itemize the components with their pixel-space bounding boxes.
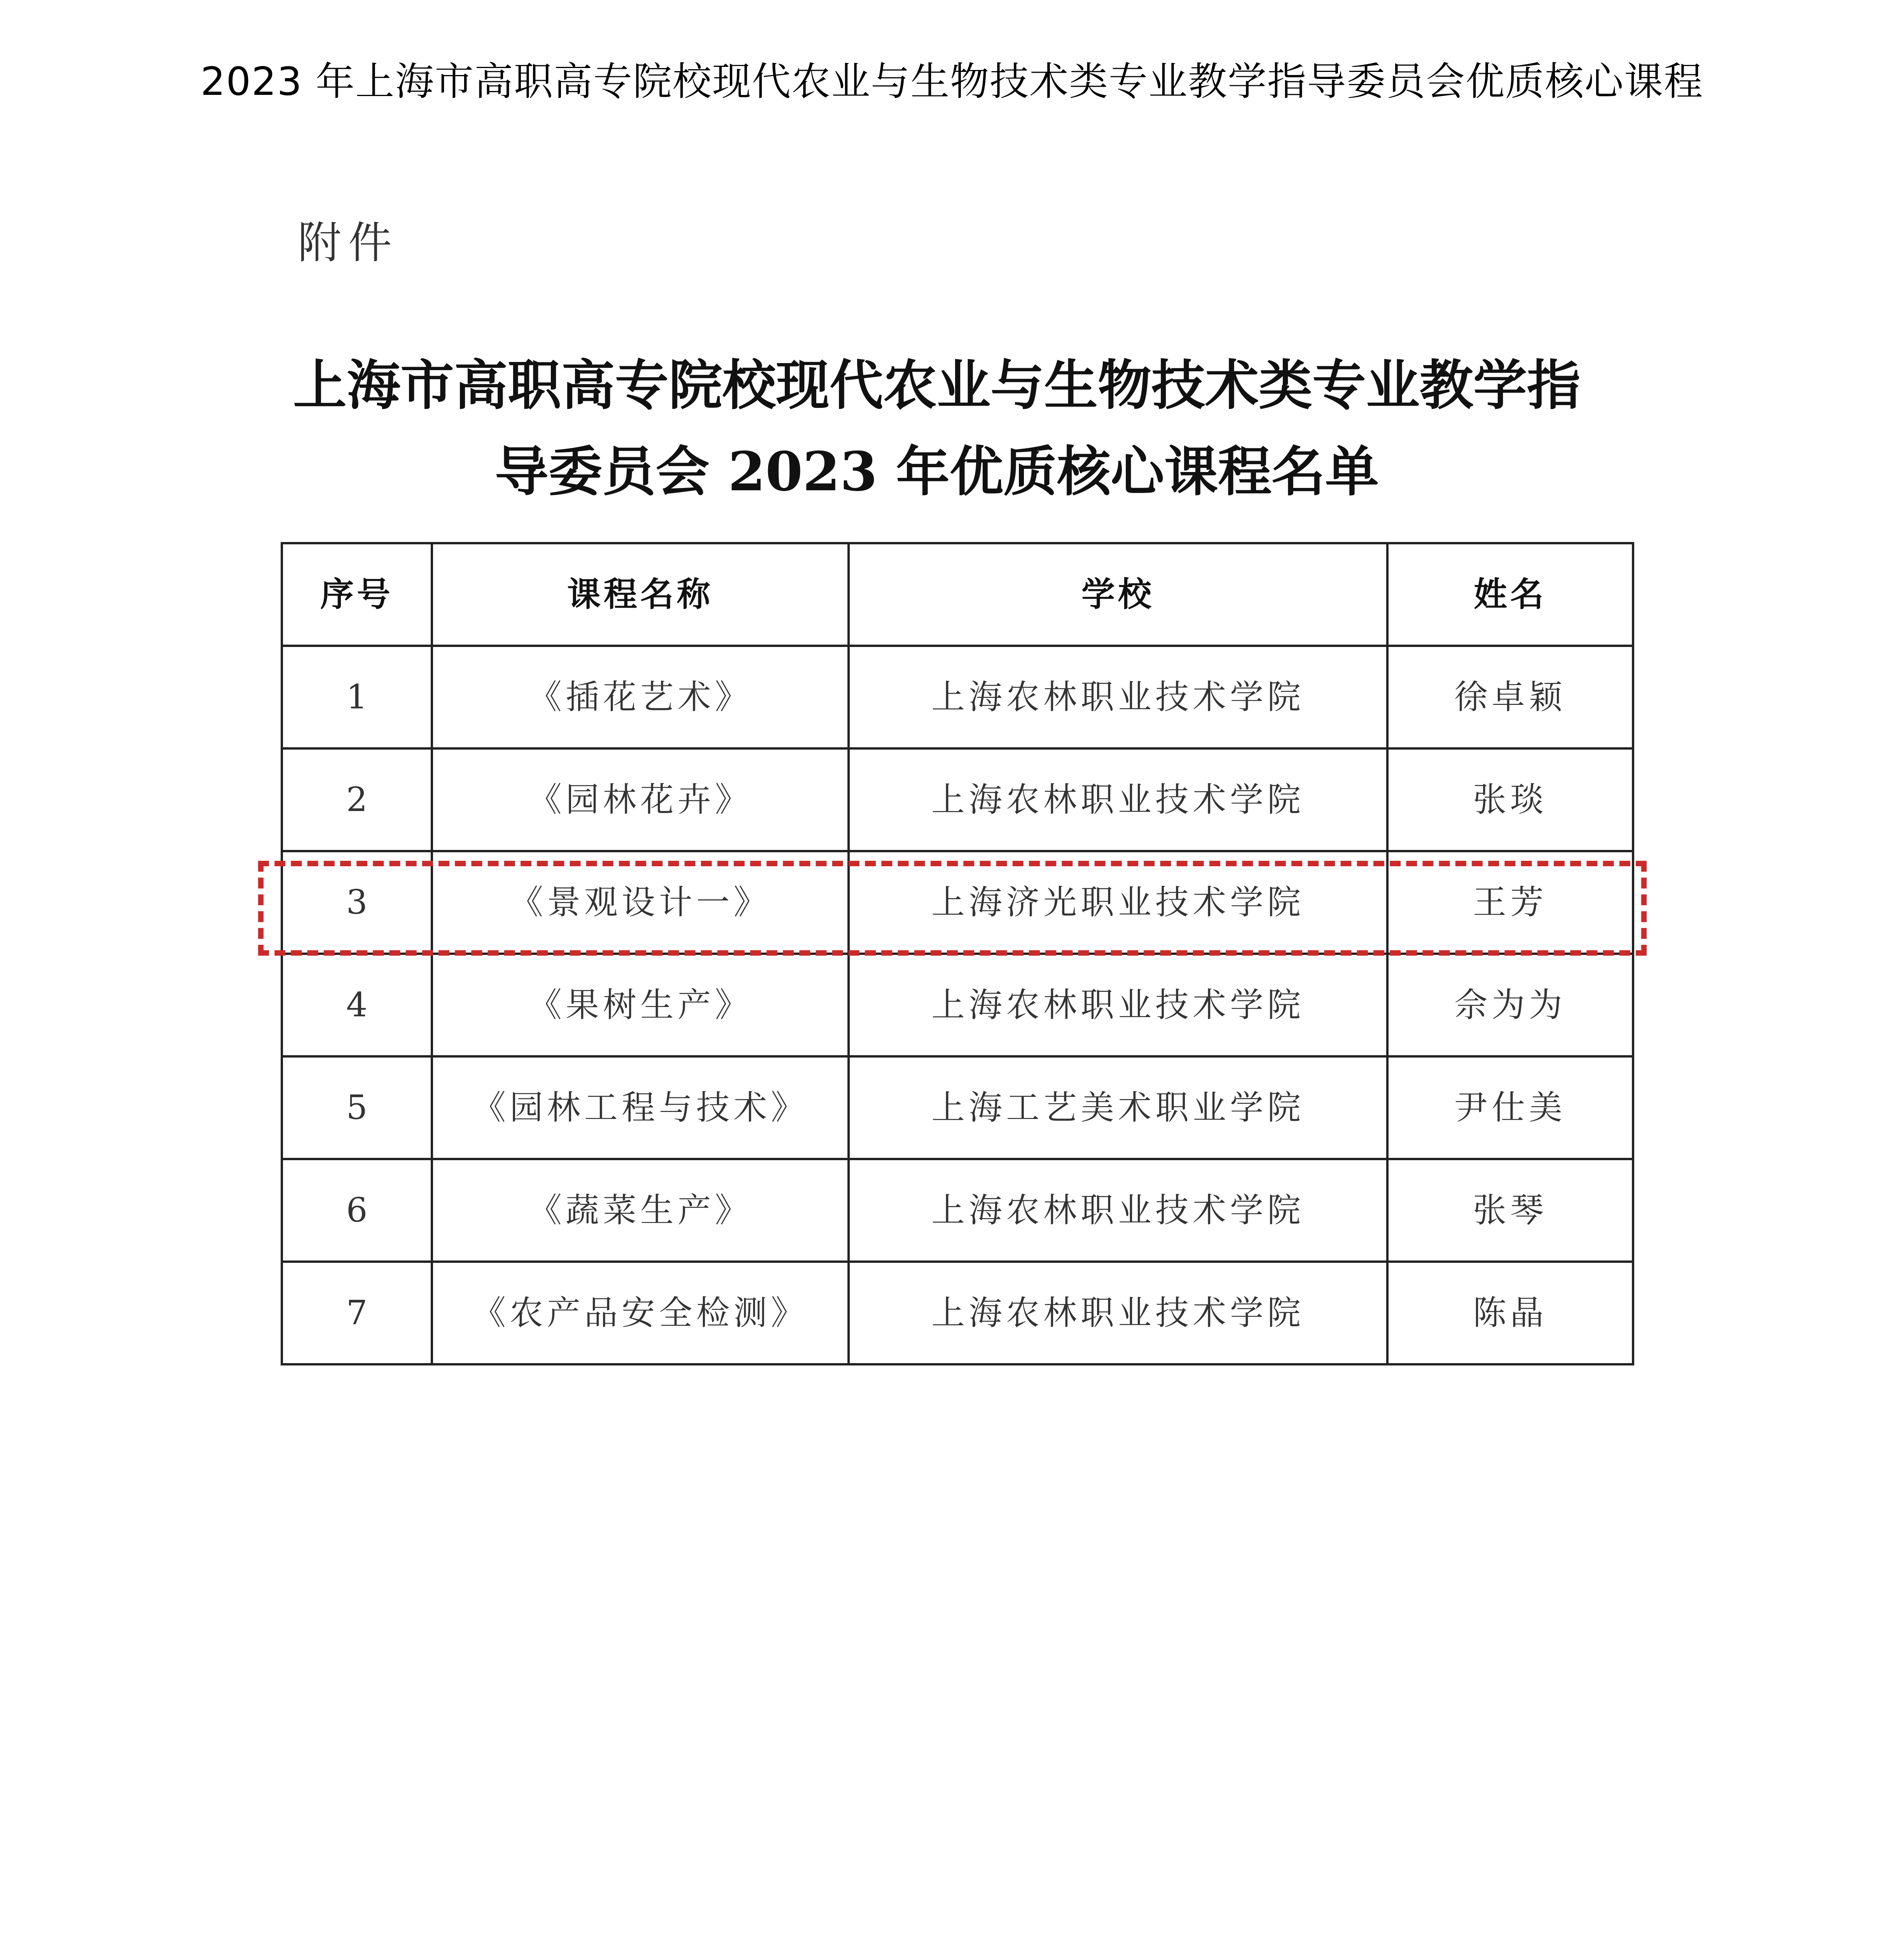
row-serial-number: 2 — [282, 748, 432, 851]
header-person-name: 姓名 — [1387, 543, 1633, 646]
row-school: 上海农林职业技术学院 — [849, 1262, 1387, 1364]
row-course-name: 《插花艺术》 — [432, 646, 849, 748]
row-course-name: 《园林工程与技术》 — [432, 1056, 849, 1159]
row-serial-number: 4 — [282, 954, 432, 1056]
header-serial-number: 序号 — [282, 543, 432, 646]
row-school: 上海农林职业技术学院 — [849, 1159, 1387, 1262]
row-school: 上海农林职业技术学院 — [849, 954, 1387, 1056]
row-person-name: 徐卓颖 — [1387, 646, 1633, 748]
row-person-name: 佘为为 — [1387, 954, 1633, 1056]
row-serial-number: 1 — [282, 646, 432, 748]
course-table — [281, 542, 1634, 1365]
header-school: 学校 — [849, 543, 1387, 646]
row-person-name: 张琰 — [1387, 748, 1633, 851]
row-person-name: 王芳 — [1387, 851, 1633, 954]
table-row — [282, 1159, 1633, 1262]
table-row — [282, 748, 1633, 851]
row-serial-number: 6 — [282, 1159, 432, 1262]
row-course-name: 《园林花卉》 — [432, 748, 849, 851]
header-course-name: 课程名称 — [432, 543, 849, 646]
row-serial-number: 3 — [282, 851, 432, 954]
document-title-line-1: 上海市高职高专院校现代农业与生物技术类专业教学指 — [293, 353, 1581, 417]
table-row — [282, 646, 1633, 748]
row-course-name: 《农产品安全检测》 — [432, 1262, 849, 1364]
running-header: 2023 年上海市高职高专院校现代农业与生物技术类专业教学指导委员会优质核心课程 — [200, 59, 1704, 104]
document-title-line-2: 导委员会 2023 年优质核心课程名单 — [494, 440, 1379, 503]
table-row — [282, 1262, 1633, 1364]
document-title — [272, 342, 1602, 515]
table-header-row — [282, 543, 1633, 646]
row-school: 上海农林职业技术学院 — [849, 646, 1387, 748]
row-person-name: 陈晶 — [1387, 1262, 1633, 1364]
row-course-name: 《果树生产》 — [432, 954, 849, 1056]
row-serial-number: 7 — [282, 1262, 432, 1364]
row-course-name: 《蔬菜生产》 — [432, 1159, 849, 1262]
attachment-label: 附件 — [298, 218, 399, 268]
row-serial-number: 5 — [282, 1056, 432, 1159]
table-row — [282, 1056, 1633, 1159]
row-course-name: 《景观设计一》 — [432, 851, 849, 954]
row-person-name: 尹仕美 — [1387, 1056, 1633, 1159]
table-row-highlighted — [282, 851, 1633, 954]
row-school: 上海济光职业技术学院 — [849, 851, 1387, 954]
row-school: 上海工艺美术职业学院 — [849, 1056, 1387, 1159]
table-row — [282, 954, 1633, 1056]
row-person-name: 张琴 — [1387, 1159, 1633, 1262]
row-school: 上海农林职业技术学院 — [849, 748, 1387, 851]
